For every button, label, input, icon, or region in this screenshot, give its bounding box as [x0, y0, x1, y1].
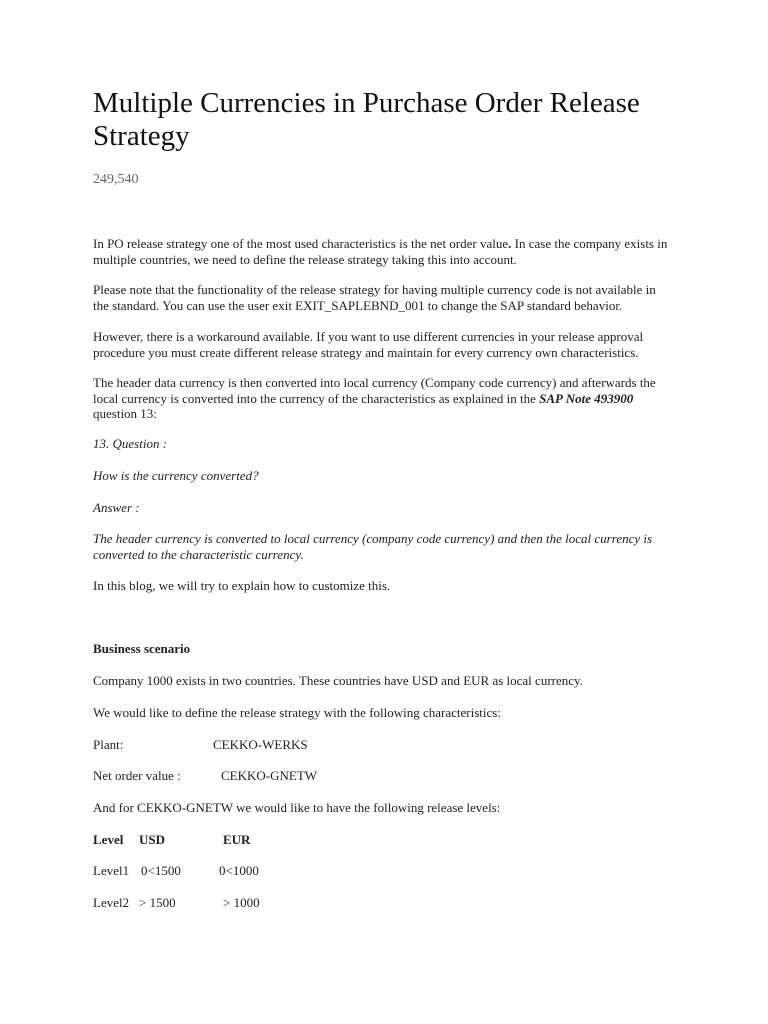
characteristic-net-order-value [93, 768, 669, 784]
view-count: 249,540 [93, 172, 139, 187]
conversion-text-a: The header data currency is then converted into local currency (Company code currency) and afterwards the local currency is converted into the currency of the characteristics as explained in the [93, 375, 656, 406]
table-cell: > 1000 [223, 895, 260, 910]
characteristic-value: CEKKO-GNETW [221, 768, 318, 783]
answer-text: The header currency is converted to local currency (company code currency) and then the local currency is converted to the characteristic currency. [93, 531, 653, 562]
paragraph-user-exit: Please note that the functionality of the release strategy for having multiple currency code is not available in the standard. You can use the user exit EXIT_SAPLEBND_001 to change the SAP standard behavior. [93, 282, 656, 313]
paragraph-release-levels: And for CEKKO-GNETW we would like to have the following release levels: [93, 800, 501, 815]
question-label: 13. Question : [93, 436, 168, 451]
paragraph-workaround: However, there is a workaround available. If you want to use different currencies in your release approval procedure you must create different release strategy and maintain for every currency own characteristics. [93, 329, 644, 360]
sap-note-link[interactable]: SAP Note 493900 [539, 390, 634, 406]
intro-text-a: In PO release strategy one of the most used characteristics is the net order value [93, 236, 509, 251]
answer-label: Answer : [93, 500, 140, 515]
section-heading: Business scenario [93, 641, 191, 656]
table-row [93, 863, 669, 879]
table-cell: Level2 [93, 895, 130, 910]
table-header-cell: USD [139, 832, 166, 847]
table-header [93, 832, 669, 848]
table-cell: > 1500 [139, 895, 176, 910]
paragraph-characteristics: We would like to define the release strategy with the following characteristics: [93, 705, 501, 720]
paragraph-company: Company 1000 exists in two countries. These countries have USD and EUR as local currency. [93, 673, 583, 688]
characteristic-label: Net order value : [93, 768, 181, 783]
question-text: How is the currency converted? [93, 468, 259, 483]
table-header-cell: EUR [223, 832, 251, 847]
table-cell: 0<1500 [141, 863, 181, 878]
characteristic-plant [93, 737, 669, 753]
conversion-text-b: question 13: [93, 406, 157, 421]
table-row [93, 895, 669, 911]
table-header-cell: Level [93, 832, 124, 847]
article-title: Multiple Currencies in Purchase Order Release Strategy [93, 87, 640, 152]
intro-period: . [508, 236, 512, 251]
table-cell: 0<1000 [219, 863, 259, 878]
table-cell: Level1 [93, 863, 130, 878]
paragraph-blog-intro: In this blog, we will try to explain how to customize this. [93, 578, 391, 593]
paragraph-intro [93, 236, 669, 267]
characteristic-value: CEKKO-WERKS [213, 737, 308, 752]
paragraph-conversion [93, 375, 669, 422]
intro-text-b: In case the company exists in multiple countries, we need to define the release strategy taking this into account. [93, 236, 668, 267]
characteristic-label: Plant: [93, 737, 124, 752]
